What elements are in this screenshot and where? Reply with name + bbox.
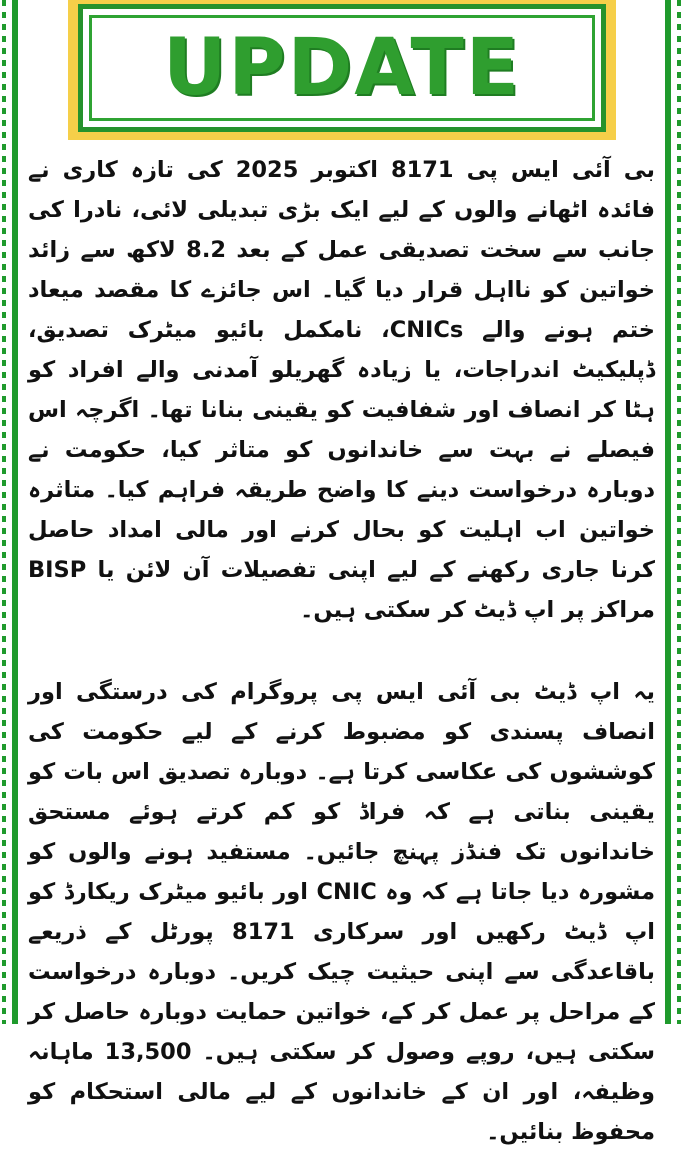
left-green-border bbox=[0, 0, 18, 1024]
update-stamp-text: UPDATE bbox=[162, 23, 522, 113]
article-body bbox=[28, 150, 655, 1152]
right-green-border bbox=[665, 0, 683, 1024]
update-stamp-frame bbox=[89, 15, 595, 121]
article-paragraph-2: یہ اپ ڈیٹ بی آئی ایس پی پروگرام کی درستگی اور انصاف پسندی کو مضبوط کرنے کے لیے حکومت کی کوششوں کی عکاسی کرتا ہے۔ دوبارہ تصدیق اس بات کو یقینی بناتی ہے کہ فراڈ کو کم کرتے ہوئے مستحق خاندانوں تک فنڈز پہنچ جائیں۔ مستفید ہونے والوں کو مشورہ دیا جاتا ہے کہ وہ CNIC اور بائیو میٹرک ریکارڈ کو اپ ڈیٹ رکھیں اور سرکاری 8171 پورٹل کے ذریعے باقاعدگی سے اپنی حیثیت چیک کریں۔ دوبارہ درخواست کے مراحل پر عمل کر کے، خواتین حمایت دوبارہ حاصل کر سکتی ہیں، روپے وصول کر سکتی ہیں۔ 13,500 ماہانہ وظیفہ، اور ان کے خاندانوں کے لیے مالی استحکام کو محفوظ بنائیں۔ bbox=[28, 679, 655, 1145]
article-paragraph-1: بی آئی ایس پی 8171 اکتوبر 2025 کی تازہ کاری نے فائدہ اٹھانے والوں کے لیے ایک بڑی تبدیلی لائی، نادرا کی جانب سے سخت تصدیقی عمل کے بعد 8.2 لاکھ سے زائد خواتین کو نااہل قرار دیا گیا۔ اس جائزے کا مقصد میعاد ختم ہونے والے CNICs، نامکمل بائیو میٹرک تصدیق، ڈپلیکیٹ اندراجات، یا زیادہ گھریلو آمدنی والے افراد کو ہٹا کر انصاف اور شفافیت کو یقینی بنانا تھا۔ اگرچہ اس فیصلے نے بہت سے خاندانوں کو متاثر کیا، حکومت نے دوبارہ درخواست دینے کا واضح طریقہ فراہم کیا۔ متاثرہ خواتین اب اہلیت کو بحال کرنے اور مالی امداد حاصل کرنا جاری رکھنے کے لیے اپنی تفصیلات آن لائن یا BISP مراکز پر اپ ڈیٹ کر سکتی ہیں۔ bbox=[28, 157, 656, 623]
update-stamp bbox=[78, 4, 606, 132]
update-banner bbox=[68, 0, 616, 140]
